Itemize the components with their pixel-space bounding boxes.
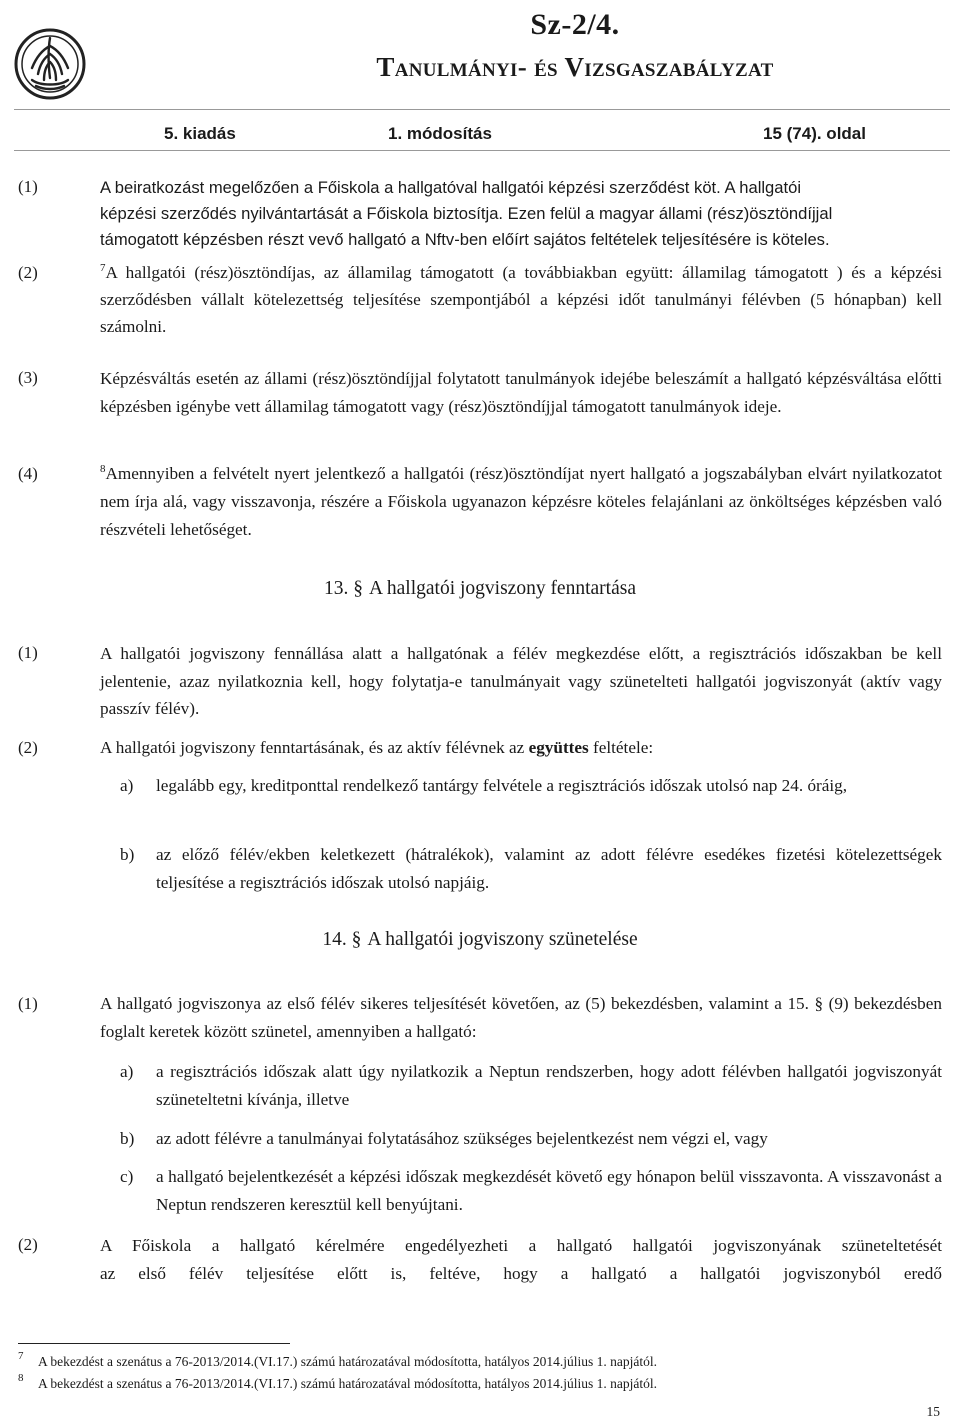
paragraph-number: (4) [18,464,38,483]
modification-label: 1. módosítás [388,124,492,143]
paragraph-a2: $^7$A hallgatói (rész)ösztöndíjas, az államilag támogatott (a továbbiakban együtt: államilag támogatott ) és a képzési szerződésben vállalt kötelezettség teljesítése szempontjából a képzési időt tanulmányi félévben (5 hónapban) kell számolni. [100,262,942,336]
paragraph-13-2: A hallgatói jogviszony fenntartásának, és az aktív félévnek az együttes feltétele: [100,738,654,757]
paragraph-number: (1) [18,177,38,196]
list-label: a) [120,776,134,795]
list-item: a hallgató bejelentkezését a képzési időszak megkezdését követő egy hónapon belül visszavonta. A visszavonást a Neptun rendszeren keresztül kell benyújtani. [156,1167,942,1214]
list-item: a regisztrációs időszak alatt úgy nyilatkozik a Neptun rendszerben, hogy adott félévben hallgatói jogviszonyát szüneteltetni kívánja, illetve [156,1062,942,1109]
list-item: az adott félévre a tanulmányai folytatásához szükséges bejelentkezést nem végzi el, vagy [156,1129,768,1148]
paragraph-number: (1) [18,643,38,662]
paragraph-number: (1) [18,994,38,1013]
document-title: Tanulmányi- és Vizsgaszabályzat [376,52,774,82]
footnote-ref: 7 [100,262,106,274]
list-label: a) [120,1062,134,1081]
paragraph-13-1: A hallgatói jogviszony fennállása alatt a hallgatónak a félév megkezdése előtt, a regisztrációs időszakban be kell jelentenie, azaz nyilatkoznia kell, hogy folytatja-e tanulmányait vagy szünetelteti hallgatói jogviszonyát (aktív vagy passzív félév). [100,644,942,718]
section-13-heading: 13. § A hallgatói jogviszony fenntartása [324,578,636,599]
edition-bar [0,120,960,148]
paragraph-14-1: A hallgató jogviszonya az első félév sikeres teljesítését követően, az (5) bekezdésben, valamint a 15. § (9) bekezdésben foglalt keretek között szünetel, amennyiben a hallgató: [100,994,942,1041]
paragraph-a4: $^8$Amennyiben a felvételt nyert jelentkező a hallgatói (rész)ösztöndíjat nyert hallgató a jogszabályban elvárt nyilatkozatot nem írja alá, vagy visszavonja, részére a Főiskola ugyanazon képzésre köteles felajánlani az önköltséges képzésben való részvételi lehetőséget. [100,463,942,539]
paragraph-a1: A beiratkozást megelőzően a Főiskola a hallgatóval hallgatói képzési szerződést köt. A hallgatói képzési szerződés nyilvántartását a Főiskola biztosítja. Ezen felül a magyar állami (rész)ösztöndíjjal támogatott képzésben részt vevő hallgató a Nftv-ben előírt sajátos feltételek teljesítésére is köteles. [100,178,833,249]
institution-logo-icon [14,28,86,100]
section-14-heading: 14. § A hallgatói jogviszony szünetelése [322,929,638,950]
edition-label: 5. kiadás [164,124,236,143]
list-label: b) [120,1129,135,1148]
header-divider [14,109,950,110]
list-label: c) [120,1167,134,1186]
paragraph-a3: Képzésváltás esetén az állami (rész)ösztöndíjjal folytatott tanulmányok idejébe beleszámít a hallgató képzésváltása előtti képzésben igénybe vett államilag támogatott vagy (rész)ösztöndíjjal támogatott tanulmányok ideje. [100,369,942,416]
list-item: legalább egy, kreditponttal rendelkező tantárgy felvétele a regisztrációs időszak utolsó nap 24. óráig, [156,776,848,795]
footnote-divider [18,1343,290,1344]
footnote-ref: 8 [100,463,106,475]
subheader-divider [14,150,950,151]
page-label: 15 (74). oldal [763,124,866,143]
list-label: b) [120,845,135,864]
paragraph-number: (2) [18,1235,38,1254]
list-item: az előző félév/ekben keletkezett (hátralékok), valamint az adott félévre esedékes fizetési kötelezettségek teljesítése a regisztrációs időszak utolsó napjáig. [156,845,942,892]
document-code: Sz-2/4. [530,8,620,41]
paragraph-number: (2) [18,738,38,757]
paragraph-14-2: A Főiskola a hallgató kérelmére engedélyezheti a hallgató hallgatói jogviszonyának szüneteltetését az első félév teljesítése előtt is, feltéve, hogy a hallgató a hallgatói jogviszonyból eredő [100,1236,942,1283]
paragraph-number: (2) [18,263,38,282]
paragraph-number: (3) [18,368,38,387]
page-number: 15 [926,1404,940,1419]
